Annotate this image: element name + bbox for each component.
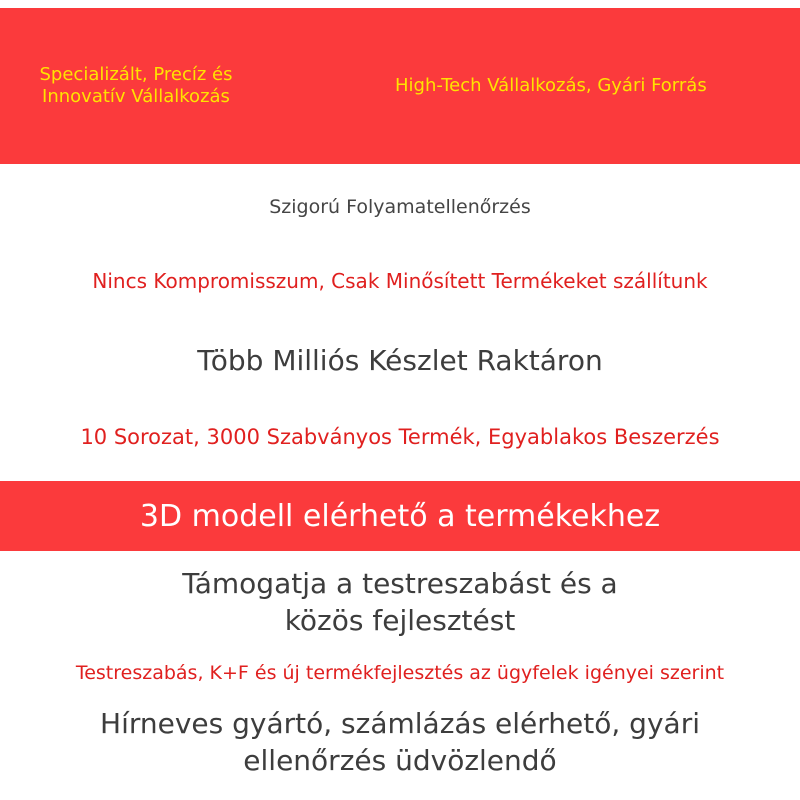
customization-line-1: Támogatja a testreszabást és a <box>182 567 618 600</box>
3d-model-banner <box>0 481 800 551</box>
top-white-strip <box>0 0 800 8</box>
3d-model-banner-text: 3D modell elérhető a termékekhez <box>139 498 661 534</box>
manufacturer-heading <box>0 705 800 779</box>
process-control-heading: Szigorú Folyamatellenőrzés <box>269 196 531 218</box>
customization-line-2: közös fejlesztést <box>284 604 516 637</box>
banner-left-slogan <box>0 8 272 164</box>
top-red-banner <box>0 8 800 164</box>
banner-left-line-1: Specializált, Precíz és <box>39 64 233 85</box>
no-compromise-text: Nincs Kompromisszum, Csak Minősített Termékeket szállítunk <box>92 269 708 293</box>
stock-heading: Több Milliós Készlet Raktáron <box>197 344 603 377</box>
banner-left-line-2: Innovatív Vállalkozás <box>42 86 230 107</box>
customization-detail-text: Testreszabás, K+F és új termékfejlesztés az ügyfelek igényei szerint <box>75 662 725 684</box>
customization-heading <box>0 565 800 639</box>
series-text: 10 Sorozat, 3000 Szabványos Termék, Egyablakos Beszerzés <box>80 425 720 449</box>
manufacturer-line-1: Hírneves gyártó, számlázás elérhető, gyári <box>100 707 700 740</box>
banner-right-slogan: High-Tech Vállalkozás, Gyári Forrás <box>395 75 707 96</box>
manufacturer-line-2: ellenőrzés üdvözlendő <box>243 744 557 777</box>
